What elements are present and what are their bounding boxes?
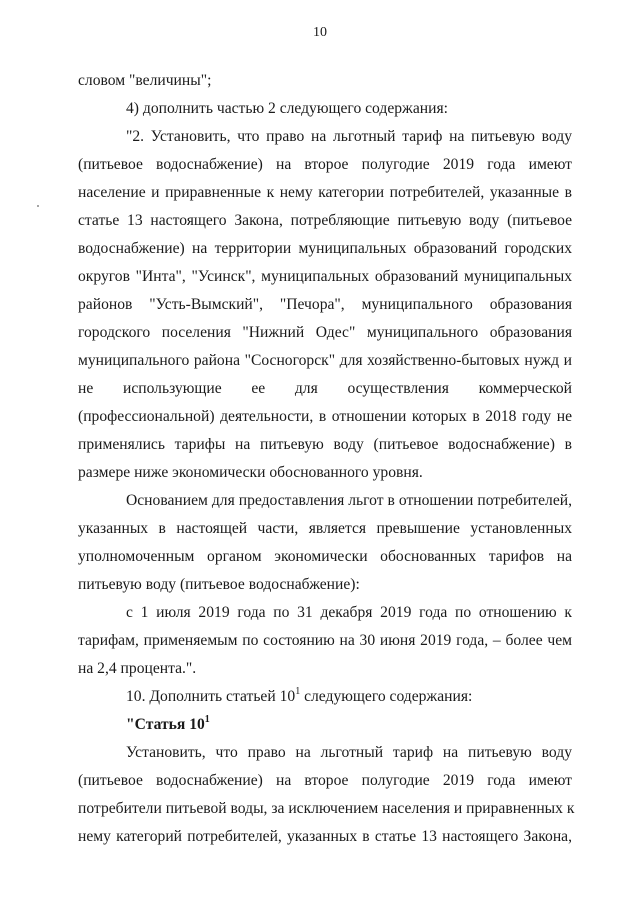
text-line: потребители питьевой воды, за исключением населения и приравненных к [78,800,575,817]
superscript: 1 [295,685,301,697]
text-line: уполномоченным органом экономически обоснованных тарифов на [78,548,572,565]
text-line: указанных в настоящей части, является превышение установленных [78,520,572,537]
text-line: нему категорий потребителей, указанных в статье 13 настоящего Закона, [78,828,572,845]
text-line: водоснабжение) на территории муниципальных образований городских [78,240,572,257]
text-segment: 10. Дополнить статьей 10 [126,688,296,705]
page-number: 10 [313,25,327,40]
text-line: Установить, что право на льготный тариф на питьевую воду [126,744,572,761]
text-line: Основанием для предоставления льгот в отношении потребителей, [126,492,572,509]
text-line: 4) дополнить частью 2 следующего содержания: [126,100,448,117]
text-line: население и приравненные к нему категории потребителей, указанные в [78,184,572,201]
text-line: размере ниже экономически обоснованного уровня. [78,464,423,481]
text-line: муниципального района "Сосногорск" для хозяйственно-бытовых нужд и [78,352,572,369]
text-line: (питьевое водоснабжение) на второе полугодие 2019 года имеют [78,156,572,173]
text-line: (питьевое водоснабжение) на второе полугодие 2019 года имеют [78,772,572,789]
text-line: "2. Установить, что право на льготный тариф на питьевую воду [126,128,572,145]
scan-speck [37,205,39,207]
text-line: на 2,4 процента.". [78,660,197,677]
text-line: питьевую воду (питьевое водоснабжение): [78,576,360,593]
superscript: 1 [204,713,210,725]
text-line: статье 13 настоящего Закона, потребляющие питьевую воду (питьевое [78,212,572,229]
article-heading [126,715,572,735]
text-line: городского поселения "Нижний Одес" муниципального образования [78,324,572,341]
text-line: с 1 июля 2019 года по 31 декабря 2019 года по отношению к [126,604,572,621]
text-line: применялись тарифы на питьевую воду (питьевое водоснабжение) в [78,436,572,453]
text-line: тарифам, применяемым по состоянию на 30 июня 2019 года, – более чем [78,632,572,649]
text-line: не использующие ее для осуществления коммерческой [78,380,572,397]
text-line: районов "Усть-Вымский", "Печора", муниципального образования [78,296,572,313]
text-segment: "Статья 10 [126,716,205,733]
text-line [126,687,572,707]
text-line: (профессиональной) деятельности, в отношении которых в 2018 году не [78,408,572,425]
text-line: округов "Инта", "Усинск", муниципальных образований муниципальных [78,268,572,285]
text-segment: следующего содержания: [300,688,473,705]
text-line: словом "величины"; [78,72,212,89]
